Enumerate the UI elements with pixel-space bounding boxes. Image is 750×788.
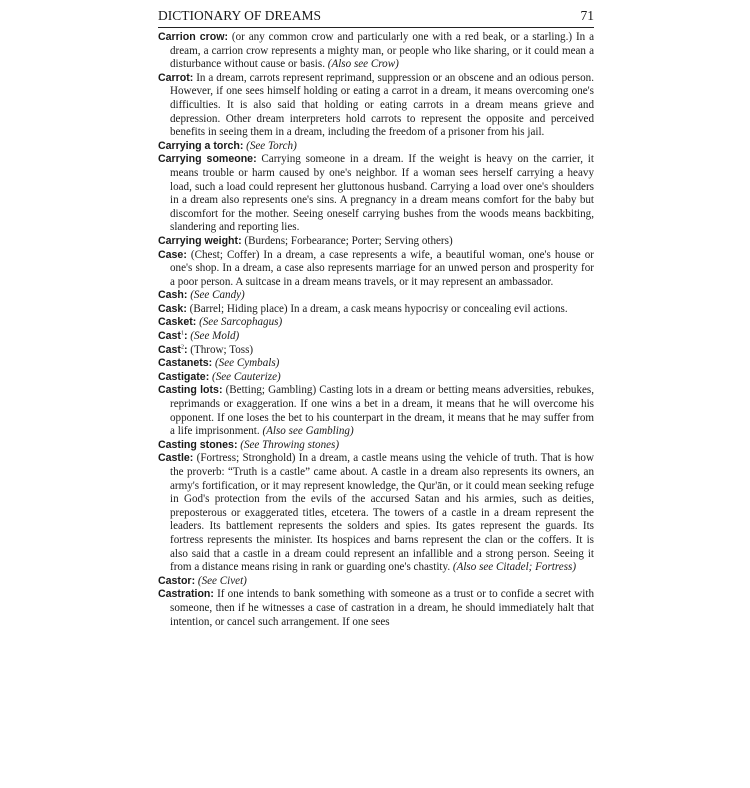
entry-definition: (Throw; Toss) [190, 343, 254, 356]
entry-headword: Castration [158, 588, 211, 601]
entry-headword: Carrying a torch [158, 139, 240, 152]
entry-headword: Cast [158, 343, 181, 356]
cross-reference: (See Civet) [197, 574, 247, 587]
entry-headword: Casket [158, 316, 193, 329]
entry-headword: Cash [158, 289, 184, 302]
dictionary-entry: Carrying weight: (Burdens; Forbearance; Porter; Serving others) [158, 234, 453, 247]
entry-definition: (Betting; Gambling) Casting lots in a dream or betting means adversities, rebukes, reprimands or exaggeration. If one wins a bet in a dream, it means that he will overcome his opponent. If one loses the bet to his counterpart in the dream, it means that he may suffer from a life imprisonment. [170, 384, 595, 438]
entry-headword: Castigate [158, 370, 206, 383]
cross-reference: (Also see Crow) [327, 58, 399, 71]
dictionary-entry: Carrying a torch: (See Torch) [158, 139, 297, 152]
dictionary-entry: Cash: (See Candy) [158, 289, 245, 302]
cross-reference: (See Sarcophagus) [199, 316, 283, 329]
entry-definition: Carrying someone in a dream. If the weight is heavy on the carrier, it means trouble or harm caused by one's neighbor. If a woman sees herself carrying a heavy load, such a load could represent her gluttonous husband. Carrying a load over one's shoulders in a dream also represents one's sins. A pregnancy in a dream means comfort for the baby but discomfort for the mother. Seeing oneself carrying bushes from the woods means backbiting, slandering and reporting lies. [170, 153, 594, 234]
entry-headword: Carrying someone [158, 153, 254, 166]
entry-headword: Carrying weight [158, 234, 239, 247]
cross-reference: (See Torch) [246, 139, 297, 152]
entry-definition: (Chest; Coffer) In a dream, a case represents a wife, a beautiful woman, one's house or one's shop. In a dream, a case also represents marriage for an unwed person and prosperity for a poor person. A suitcase in a dream means travels, or it may represent an ambassador. [170, 248, 594, 288]
headword-superscript: 2 [180, 343, 184, 350]
header-rule [158, 27, 594, 28]
entry-definition: (Burdens; Forbearance; Porter; Serving others) [244, 234, 453, 247]
dictionary-entry: Cask: (Barrel; Hiding place) In a dream, a cask means hypocrisy or concealing evil actions. [158, 302, 568, 315]
entry-headword: Case [158, 248, 184, 261]
entry-headword: Castle [158, 452, 190, 465]
cross-reference: (See Cauterize) [212, 370, 281, 383]
book-page [158, 8, 594, 629]
running-title: DICTIONARY OF DREAMS [158, 8, 322, 23]
dictionary-entry: Casting stones: (See Throwing stones) [158, 438, 340, 451]
dictionary-entry: Casting lots: (Betting; Gambling) Casting lots in a dream or betting means adversities, rebukes, reprimands or exaggeration. If one wins a bet in a dream, it means that he will overcome his opponent. If one loses the bet to his counterpart in the dream, it means that he may suffer from a life imprisonment. (Also see Gambling) [158, 384, 595, 438]
entry-headword: Carrion crow [158, 31, 225, 43]
entry-definition: (or any common crow and particularly one with a red beak, or a starling.) In a dream, a carrion crow represents a mighty man, or people who like sharing, or it could mean a disturbance without cause or basis. [170, 31, 595, 71]
dictionary-entry: Case: (Chest; Coffer) In a dream, a case represents a wife, a beautiful woman, one's house or one's shop. In a dream, a case also represents marriage for an unwed person and prosperity for a poor person. A suitcase in a dream means travels, or it may represent an ambassador. [158, 248, 594, 288]
entry-headword: Castanets [158, 357, 209, 370]
dictionary-entry: Carrot: In a dream, carrots represent reprimand, suppression or an obscene and an odious person. However, if one sees himself holding or eating a carrot in a dream, it means overcoming one's difficulties. It is also said that holding or eating carrots in a dream means grieve and depression. Other dream interpreters hold carrots to represent the opposite and perceived benefits in seeing them in a dream, including the freedom of a prisoner from his jail. [158, 71, 594, 139]
dictionary-entry: Castanets: (See Cymbals) [158, 357, 280, 370]
dictionary-entry: Castration: If one intends to bank something with someone as a trust or to confide a secret with someone, then if he witnesses a case of castration in a dream, he should immediately halt that intention, or cancel such arrangement. If one sees [158, 588, 594, 628]
entry-headword: Casting stones [158, 438, 234, 451]
dictionary-entry: Cast$^2$: (Throw; Toss) [158, 343, 254, 356]
cross-reference: (See Throwing stones) [240, 438, 340, 451]
cross-reference: (See Candy) [190, 289, 245, 302]
dictionary-entry: Carrion crow: (or any common crow and particularly one with a red beak, or a starling.) In a dream, a carrion crow represents a mighty man, or people who like sharing, or it could mean a disturbance without cause or basis. (Also see Crow) [158, 31, 595, 71]
entry-headword: Cast [158, 330, 181, 343]
entry-headword: Carrot [158, 71, 190, 84]
dictionary-entry: Cast$^1$: (See Mold) [158, 330, 240, 343]
cross-reference: (See Cymbals) [214, 357, 280, 370]
entry-headword: Cask [158, 302, 184, 315]
dictionary-entry: Castigate: (See Cauterize) [158, 370, 281, 383]
cross-reference: (Also see Gambling) [262, 425, 354, 438]
entry-headword: Castor [158, 574, 192, 587]
dictionary-entry: Casket: (See Sarcophagus) [158, 316, 283, 329]
running-header [158, 8, 594, 26]
entry-definition: If one intends to bank something with someone as a trust or to confide a secret with someone, then if he witnesses a case of castration in a dream, he should immediately halt that intention, or cancel such arrangement. If one sees [170, 588, 594, 628]
headword-superscript: 1 [180, 330, 184, 337]
entry-list [158, 31, 594, 629]
dictionary-entry: Carrying someone: Carrying someone in a dream. If the weight is heavy on the carrier, it means trouble or harm caused by one's neighbor. If a woman sees herself carrying a heavy load, such a load could represent her gluttonous husband. Carrying a load over one's shoulders in a dream also represents one's sins. A pregnancy in a dream means comfort for the baby but discomfort for the mother. Seeing oneself carrying bushes from the woods means backbiting, slandering and reporting lies. [158, 153, 594, 234]
entry-headword: Casting lots [158, 384, 219, 397]
dictionary-entry: Castor: (See Civet) [158, 574, 247, 587]
entry-definition: (Barrel; Hiding place) In a dream, a cask means hypocrisy or concealing evil actions. [189, 302, 568, 315]
cross-reference: (Also see Citadel; Fortress) [452, 561, 577, 574]
dictionary-entry: Castle: (Fortress; Stronghold) In a dream, a castle means using the vehicle of truth. That is how the proverb: “Truth is a castle” came about. A castle in a dream also represents its owners, an army's fortification, or it may represent knowledge, the Qur'ān, or it could mean seeking refuge in God's protection from the evils of the accursed Satan and his armies, such as deities, preposterous or exaggerated titles, etcetera. The towers of a castle in a dream represent the leaders. Its battlement represents the solders and spies. Its gates represent the guards. Its fortress represents the minister. Its hospices and barns represent the clan or the coffers. It is also said that a castle in a dream could represent an infallible and a strong person. Seeing it from a distance means rising in rank or guarding one's chastity. (Also see Citadel; Fortress) [158, 452, 594, 574]
page-number: 71 [580, 8, 594, 23]
cross-reference: (See Mold) [190, 330, 240, 343]
entry-definition: In a dream, carrots represent reprimand, suppression or an obscene and an odious person. However, if one sees himself holding or eating a carrot in a dream, it means overcoming one's difficulties. It is also said that holding or eating carrots in a dream means grieve and depression. Other dream interpreters hold carrots to represent the opposite and perceived benefits in seeing them in a dream, including the freedom of a prisoner from his jail. [170, 71, 594, 139]
entry-definition: (Fortress; Stronghold) In a dream, a castle means using the vehicle of truth. That is how the proverb: “Truth is a castle” came about. A castle in a dream also represents its owners, an army's fortification, or it may represent knowledge, the Qur'ān, or it could mean seeking refuge in God's protection from the evils of the accursed Satan and his armies, such as deities, preposterous or exaggerated titles, etcetera. The towers of a castle in a dream represent the leaders. Its battlement represents the solders and spies. Its gates represent the guards. Its fortress represents the minister. Its hospices and barns represent the clan or the coffers. It is also said that a castle in a dream could represent an infallible and a strong person. Seeing it from a distance means rising in rank or guarding one's chastity. [170, 452, 594, 574]
